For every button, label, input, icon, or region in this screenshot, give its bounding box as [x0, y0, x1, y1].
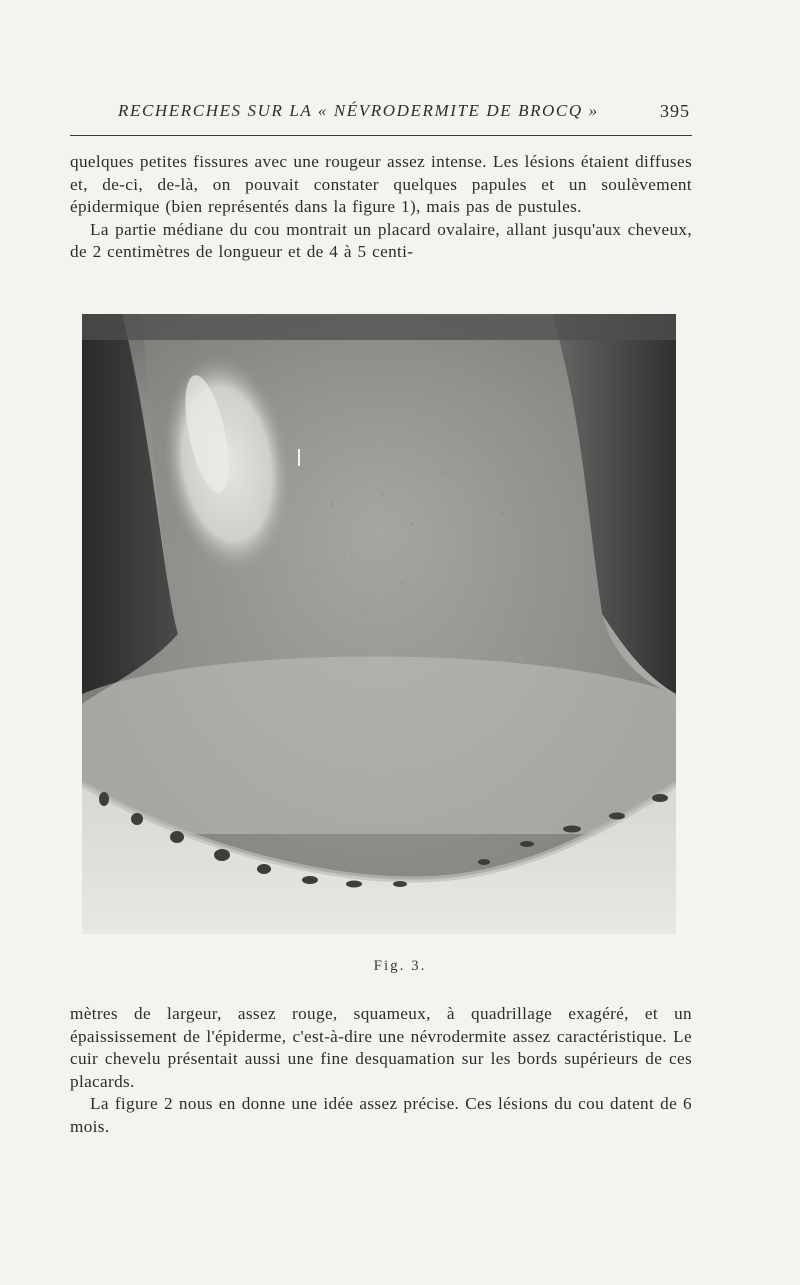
paragraph-description: mètres de largeur, assez rouge, squameux, à quadrillage exagéré, et un épaississement de l'épiderme, c'est-à-dire une névrodermite assez caractéristique. Le cuir chevelu présentait aussi une fine desquamation sur les bords supérieurs de ces placards.: [70, 1004, 692, 1091]
running-title: RECHERCHES SUR LA « NÉVRODERMITE DE BROCQ »: [118, 101, 599, 120]
paragraph-figure-reference: La figure 2 nous en donne une idée assez précise. Ces lésions du cou datent de 6 mois.: [70, 1094, 692, 1136]
figure-caption: Fig. 3.: [373, 958, 427, 974]
body-text-top: [70, 151, 692, 264]
paragraph-placard: La partie médiane du cou montrait un placard ovalaire, allant jusqu'aux cheveux, de 2 centimètres de longueur et de 4 à 5 centi-: [70, 219, 692, 261]
neck-photograph: [82, 314, 676, 934]
body-text-bottom: [70, 1003, 692, 1138]
paragraph-fissures: quelques petites fissures avec une rougeur assez intense. Les lésions étaient diffuses et, de-ci, de-là, on pouvait constater quelques papules et un soulèvement épidermique (bien représentés dans la figure 1), mais pas de pustules.: [70, 152, 692, 216]
header-rule: [70, 135, 692, 136]
figure-neck-photograph: [82, 314, 676, 934]
running-head: [70, 101, 692, 129]
page-number: 395: [660, 101, 690, 121]
